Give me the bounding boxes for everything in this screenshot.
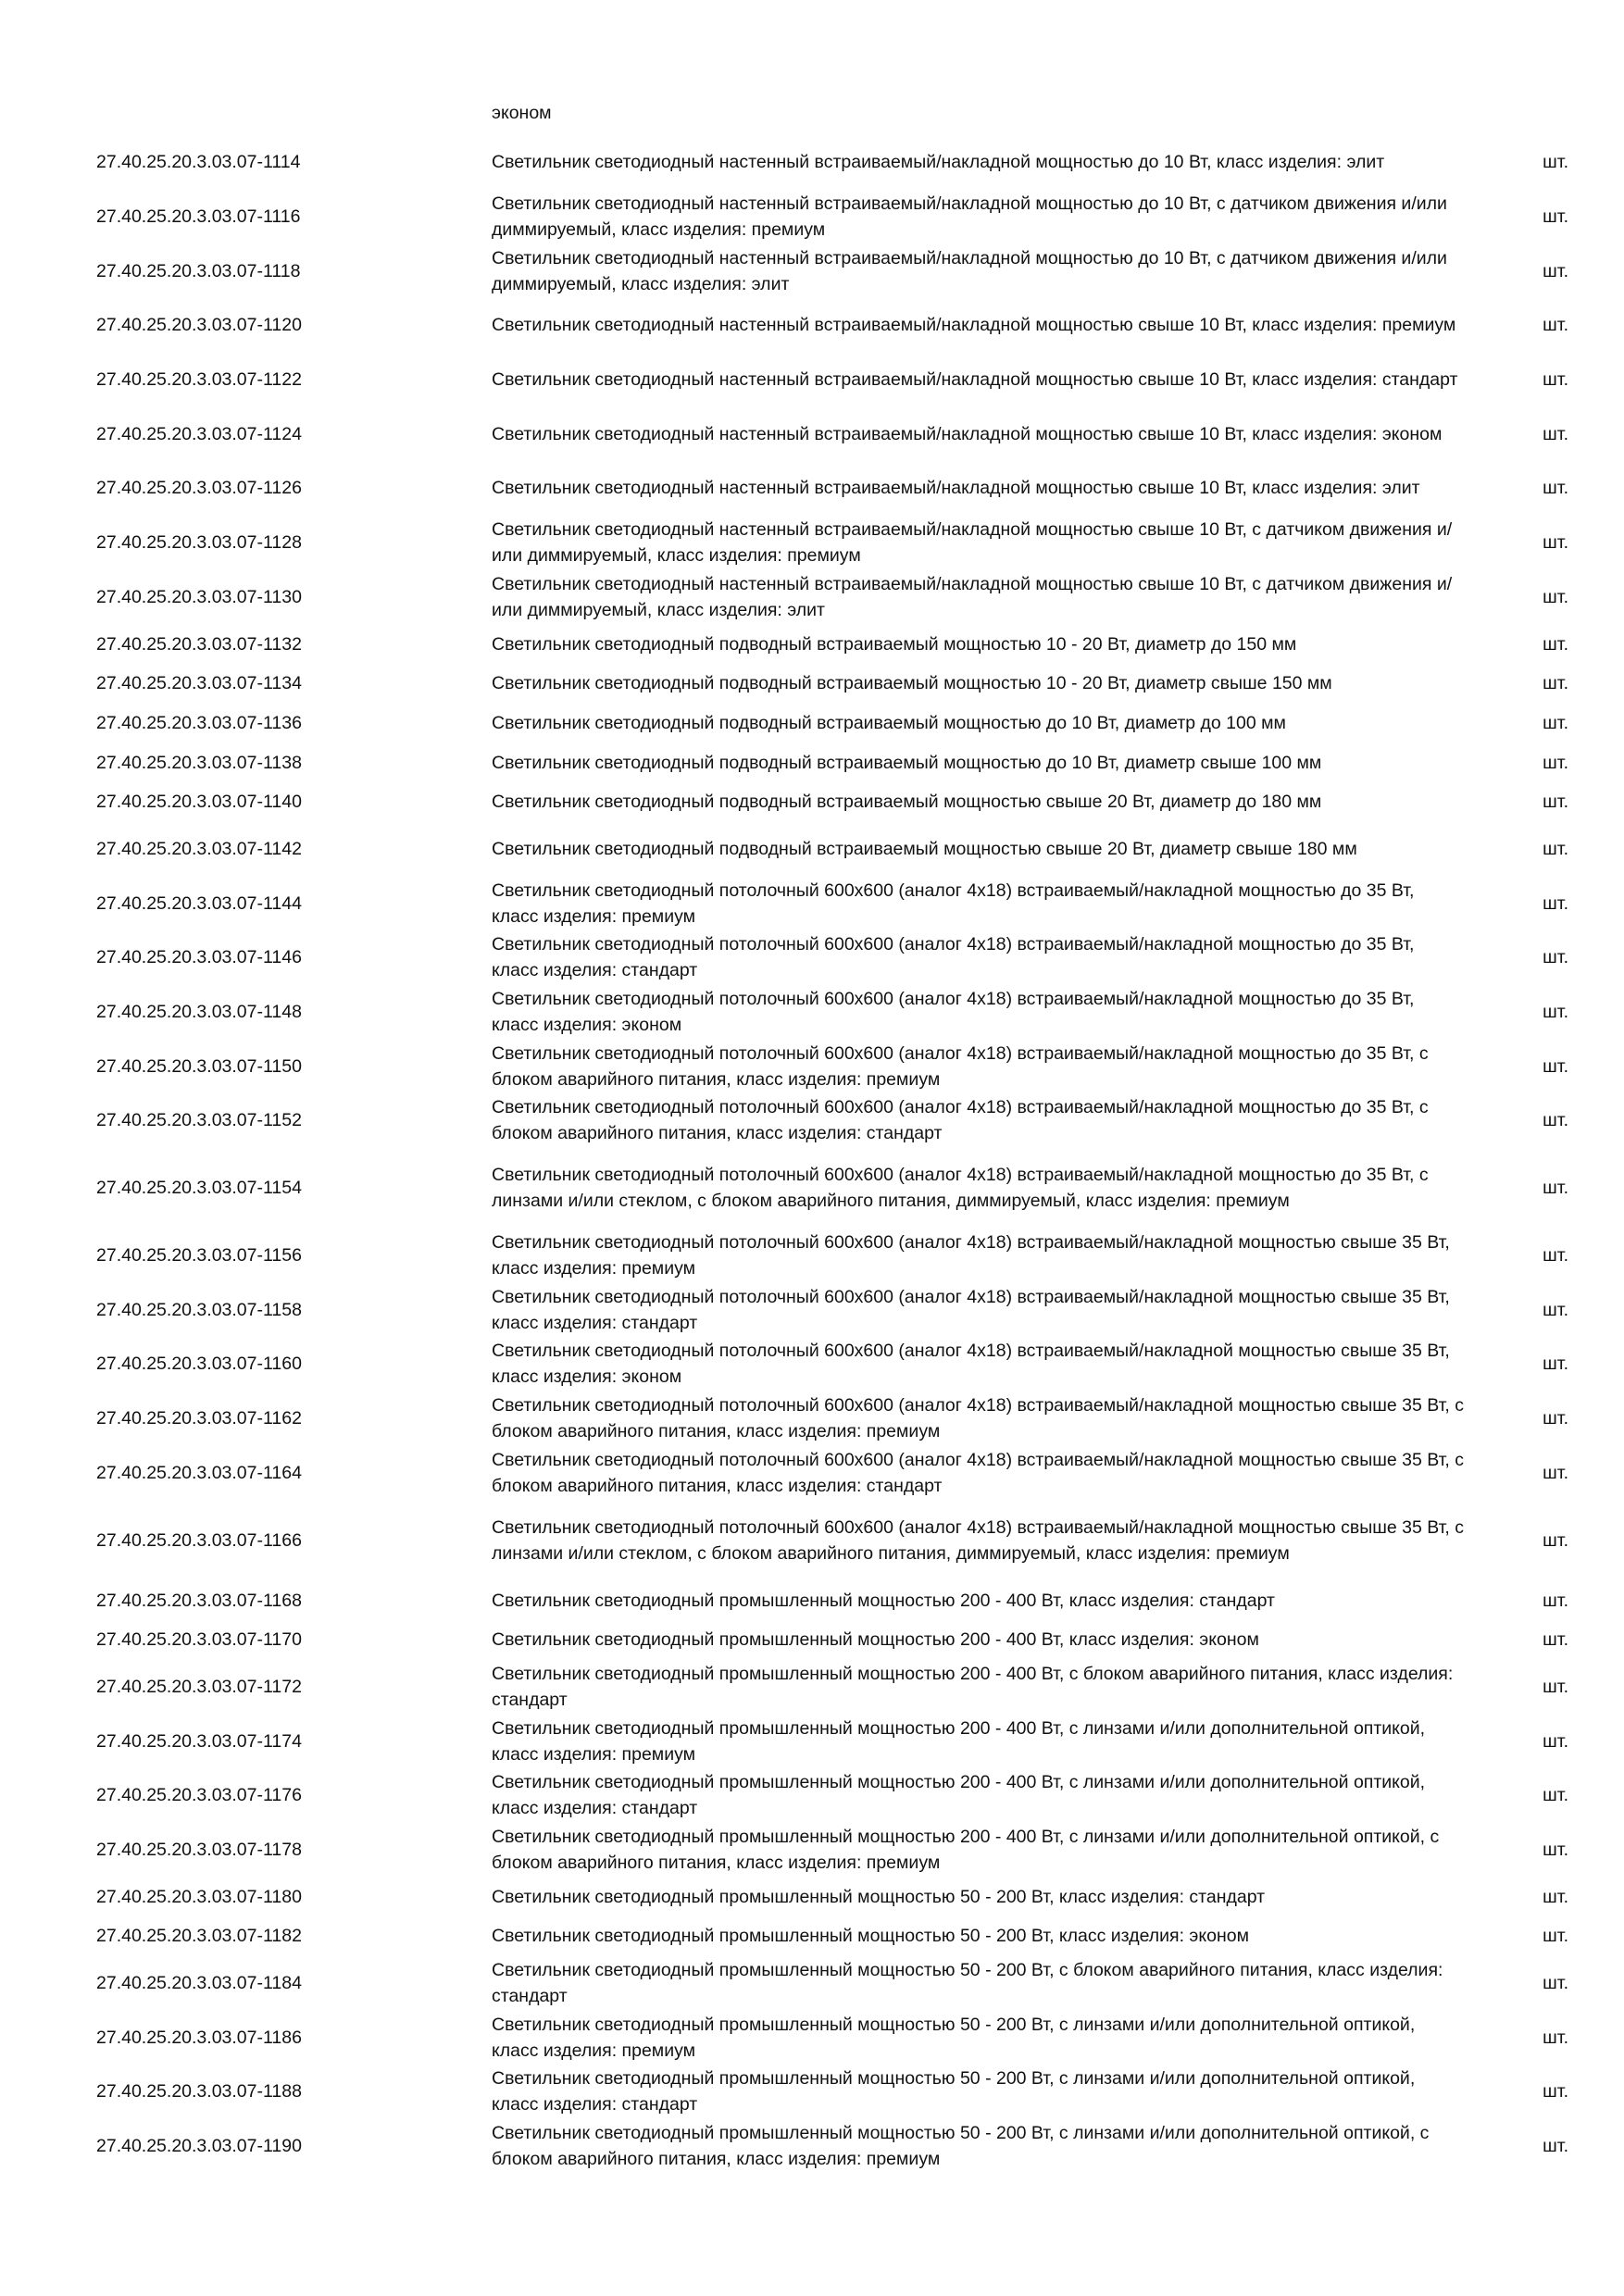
item-code: 27.40.25.20.3.03.07-1164	[96, 1462, 302, 1483]
item-description: Светильник светодиодный промышленный мощностью 200 - 400 Вт, класс изделия: эконом	[492, 1629, 1259, 1651]
table-row	[96, 1956, 1568, 2011]
item-code: 27.40.25.20.3.03.07-1122	[96, 369, 302, 391]
continued-description: эконом	[492, 103, 552, 123]
item-code: 27.40.25.20.3.03.07-1120	[96, 315, 302, 336]
item-description: Светильник светодиодный потолочный 600х600 (аналог 4х18) встраиваемый/накладной мощностью до 35 Вт, класс изделия: стандарт	[492, 934, 1415, 981]
table-row	[96, 782, 1568, 822]
item-description: Светильник светодиодный потолочный 600х600 (аналог 4х18) встраиваемый/накладной мощностью до 35 Вт, с линзами и/или стеклом, с блоком аварийного питания, диммируемый, класс изделия: премиум	[492, 1165, 1429, 1212]
item-description: Светильник светодиодный настенный встраиваемый/накладной мощностью свыше 10 Вт, класс изделия: стандарт	[492, 369, 1458, 391]
table-row	[96, 1500, 1568, 1580]
item-unit: шт.	[1543, 838, 1568, 859]
item-description: Светильник светодиодный промышленный мощностью 200 - 400 Вт, класс изделия: стандарт	[492, 1590, 1275, 1611]
table-row	[96, 742, 1568, 782]
item-unit: шт.	[1543, 673, 1568, 694]
item-description: Светильник светодиодный потолочный 600х600 (аналог 4х18) встраиваемый/накладной мощностью свыше 35 Вт, с блоком аварийного питания, класс изделия: стандарт	[492, 1449, 1465, 1496]
table-row	[96, 930, 1568, 985]
item-code: 27.40.25.20.3.03.07-1180	[96, 1886, 302, 1907]
table-row	[96, 1148, 1568, 1229]
table-row	[96, 2010, 1568, 2065]
item-unit: шт.	[1543, 1676, 1568, 1697]
item-code: 27.40.25.20.3.03.07-1144	[96, 892, 302, 914]
item-description: Светильник светодиодный потолочный 600х600 (аналог 4х18) встраиваемый/накладной мощностью до 35 Вт, с блоком аварийного питания, класс изделия: стандарт	[492, 1097, 1429, 1144]
item-unit: шт.	[1543, 315, 1568, 336]
table-row	[96, 1714, 1568, 1768]
price-list-table	[96, 135, 1568, 2173]
item-description: Светильник светодиодный потолочный 600х600 (аналог 4х18) встраиваемый/накладной мощностью до 35 Вт, с блоком аварийного питания, класс изделия: премиум	[492, 1042, 1429, 1090]
item-description: Светильник светодиодный потолочный 600х600 (аналог 4х18) встраиваемый/накладной мощностью свыше 35 Вт, класс изделия: стандарт	[492, 1286, 1450, 1333]
item-unit: шт.	[1543, 1730, 1568, 1752]
item-unit: шт.	[1543, 532, 1568, 554]
item-code: 27.40.25.20.3.03.07-1186	[96, 2027, 302, 2048]
item-unit: шт.	[1543, 586, 1568, 607]
item-unit: шт.	[1543, 1110, 1568, 1131]
item-description: Светильник светодиодный промышленный мощностью 50 - 200 Вт, с линзами и/или дополнительной оптикой, класс изделия: премиум	[492, 2014, 1416, 2061]
item-description: Светильник светодиодный потолочный 600х600 (аналог 4х18) встраиваемый/накладной мощностью до 35 Вт, класс изделия: эконом	[492, 989, 1415, 1036]
item-description: Светильник светодиодный настенный встраиваемый/накладной мощностью до 10 Вт, с датчиком движения и/или диммируемый, класс изделия: элит	[492, 247, 1447, 294]
item-unit: шт.	[1543, 1926, 1568, 1947]
item-description: Светильник светодиодный настенный встраиваемый/накладной мощностью свыше 10 Вт, класс изделия: эконом	[492, 423, 1443, 444]
item-code: 27.40.25.20.3.03.07-1158	[96, 1299, 302, 1320]
item-description: Светильник светодиодный настенный встраиваемый/накладной мощностью до 10 Вт, с датчиком движения и/или диммируемый, класс изделия: премиум	[492, 193, 1447, 241]
item-description: Светильник светодиодный промышленный мощностью 50 - 200 Вт, с линзами и/или дополнительной оптикой, с блоком аварийного питания, класс изделия: премиум	[492, 2123, 1430, 2170]
table-row	[96, 822, 1568, 877]
item-code: 27.40.25.20.3.03.07-1170	[96, 1629, 302, 1651]
item-code: 27.40.25.20.3.03.07-1116	[96, 206, 301, 228]
table-row	[96, 1916, 1568, 1956]
item-description: Светильник светодиодный подводный встраиваемый мощностью до 10 Вт, диаметр до 100 мм	[492, 712, 1286, 733]
item-unit: шт.	[1543, 1408, 1568, 1429]
item-description: Светильник светодиодный подводный встраиваемый мощностью свыше 20 Вт, диаметр свыше 180 мм	[492, 838, 1357, 859]
item-unit: шт.	[1543, 1055, 1568, 1077]
item-unit: шт.	[1543, 792, 1568, 813]
item-unit: шт.	[1543, 1886, 1568, 1907]
item-description: Светильник светодиодный промышленный мощностью 200 - 400 Вт, с линзами и/или дополнительной оптикой, класс изделия: стандарт	[492, 1772, 1426, 1819]
item-code: 27.40.25.20.3.03.07-1134	[96, 673, 302, 694]
table-row	[96, 1620, 1568, 1660]
item-code: 27.40.25.20.3.03.07-1190	[96, 2136, 302, 2157]
item-description: Светильник светодиодный настенный встраиваемый/накладной мощностью до 10 Вт, класс изделия: элит	[492, 152, 1385, 173]
item-unit: шт.	[1543, 423, 1568, 444]
table-row	[96, 406, 1568, 461]
item-description: Светильник светодиодный промышленный мощностью 200 - 400 Вт, с линзами и/или дополнительной оптикой, класс изделия: премиум	[492, 1717, 1426, 1765]
item-unit: шт.	[1543, 1245, 1568, 1267]
item-unit: шт.	[1543, 752, 1568, 773]
table-row	[96, 704, 1568, 743]
item-code: 27.40.25.20.3.03.07-1148	[96, 1002, 302, 1023]
table-row	[96, 1768, 1568, 1823]
item-code: 27.40.25.20.3.03.07-1156	[96, 1245, 302, 1267]
item-unit: шт.	[1543, 1629, 1568, 1651]
item-description: Светильник светодиодный подводный встраиваемый мощностью свыше 20 Вт, диаметр до 180 мм	[492, 792, 1322, 813]
item-unit: шт.	[1543, 1529, 1568, 1551]
item-unit: шт.	[1543, 1462, 1568, 1483]
item-code: 27.40.25.20.3.03.07-1182	[96, 1926, 302, 1947]
item-code: 27.40.25.20.3.03.07-1184	[96, 1973, 302, 1994]
item-unit: шт.	[1543, 260, 1568, 281]
item-code: 27.40.25.20.3.03.07-1118	[96, 260, 301, 281]
item-code: 27.40.25.20.3.03.07-1188	[96, 2081, 302, 2103]
table-row	[96, 243, 1568, 298]
table-row	[96, 1660, 1568, 1715]
item-code: 27.40.25.20.3.03.07-1130	[96, 586, 302, 607]
item-description: Светильник светодиодный настенный встраиваемый/накладной мощностью свыше 10 Вт, класс изделия: элит	[492, 478, 1420, 499]
item-unit: шт.	[1543, 1973, 1568, 1994]
item-unit: шт.	[1543, 947, 1568, 968]
table-row	[96, 2119, 1568, 2174]
item-code: 27.40.25.20.3.03.07-1174	[96, 1730, 302, 1752]
item-description: Светильник светодиодный промышленный мощностью 50 - 200 Вт, класс изделия: эконом	[492, 1926, 1250, 1947]
item-code: 27.40.25.20.3.03.07-1172	[96, 1676, 302, 1697]
item-description: Светильник светодиодный настенный встраиваемый/накладной мощностью свыше 10 Вт, с датчиком движения и/или диммируемый, класс изделия: элит	[492, 573, 1453, 620]
item-code: 27.40.25.20.3.03.07-1136	[96, 712, 302, 733]
item-description: Светильник светодиодный промышленный мощностью 50 - 200 Вт, с линзами и/или дополнительной оптикой, класс изделия: стандарт	[492, 2068, 1416, 2115]
table-row	[96, 1093, 1568, 1148]
item-description: Светильник светодиодный настенный встраиваемый/накладной мощностью свыше 10 Вт, с датчиком движения и/или диммируемый, класс изделия: премиум	[492, 519, 1453, 567]
table-row	[96, 135, 1568, 190]
item-code: 27.40.25.20.3.03.07-1126	[96, 478, 302, 499]
table-row	[96, 1229, 1568, 1283]
table-row	[96, 985, 1568, 1040]
item-unit: шт.	[1543, 1299, 1568, 1320]
item-unit: шт.	[1543, 1002, 1568, 1023]
table-row	[96, 2065, 1568, 2119]
item-unit: шт.	[1543, 206, 1568, 228]
item-unit: шт.	[1543, 2027, 1568, 2048]
table-row	[96, 1337, 1568, 1391]
table-row	[96, 664, 1568, 704]
item-code: 27.40.25.20.3.03.07-1140	[96, 792, 302, 813]
item-code: 27.40.25.20.3.03.07-1166	[96, 1529, 302, 1551]
item-description: Светильник светодиодный потолочный 600х600 (аналог 4х18) встраиваемый/накладной мощностью свыше 35 Вт, класс изделия: премиум	[492, 1232, 1450, 1279]
table-row	[96, 876, 1568, 930]
item-description: Светильник светодиодный потолочный 600х600 (аналог 4х18) встраиваемый/накладной мощностью свыше 35 Вт, с блоком аварийного питания, класс изделия: премиум	[492, 1395, 1465, 1442]
item-code: 27.40.25.20.3.03.07-1154	[96, 1178, 302, 1199]
item-description: Светильник светодиодный промышленный мощностью 50 - 200 Вт, класс изделия: стандарт	[492, 1886, 1266, 1907]
item-code: 27.40.25.20.3.03.07-1160	[96, 1354, 302, 1375]
item-unit: шт.	[1543, 1590, 1568, 1611]
item-description: Светильник светодиодный настенный встраиваемый/накладной мощностью свыше 10 Вт, класс изделия: премиум	[492, 315, 1456, 336]
item-description: Светильник светодиодный потолочный 600х600 (аналог 4х18) встраиваемый/накладной мощностью свыше 35 Вт, класс изделия: эконом	[492, 1341, 1450, 1388]
item-code: 27.40.25.20.3.03.07-1150	[96, 1055, 302, 1077]
item-code: 27.40.25.20.3.03.07-1114	[96, 152, 301, 173]
item-code: 27.40.25.20.3.03.07-1176	[96, 1785, 302, 1806]
table-row	[96, 1391, 1568, 1446]
item-code: 27.40.25.20.3.03.07-1138	[96, 752, 302, 773]
item-description: Светильник светодиодный подводный встраиваемый мощностью 10 - 20 Вт, диаметр до 150 мм	[492, 633, 1297, 655]
item-unit: шт.	[1543, 1178, 1568, 1199]
item-code: 27.40.25.20.3.03.07-1168	[96, 1590, 302, 1611]
table-row	[96, 461, 1568, 516]
table-row	[96, 1877, 1568, 1916]
item-code: 27.40.25.20.3.03.07-1146	[96, 947, 302, 968]
item-description: Светильник светодиодный потолочный 600х600 (аналог 4х18) встраиваемый/накладной мощностью до 35 Вт, класс изделия: премиум	[492, 880, 1415, 927]
table-row	[96, 624, 1568, 664]
item-code: 27.40.25.20.3.03.07-1124	[96, 423, 302, 444]
table-row	[96, 1039, 1568, 1093]
item-code: 27.40.25.20.3.03.07-1178	[96, 1839, 302, 1860]
item-description: Светильник светодиодный потолочный 600х600 (аналог 4х18) встраиваемый/накладной мощностью свыше 35 Вт, с линзами и/или стеклом, с блоком аварийного питания, диммируемый, класс изделия: премиум	[492, 1516, 1465, 1564]
table-row	[96, 353, 1568, 407]
item-code: 27.40.25.20.3.03.07-1152	[96, 1110, 302, 1131]
table-row	[96, 298, 1568, 353]
table-row	[96, 1282, 1568, 1337]
item-unit: шт.	[1543, 152, 1568, 173]
item-unit: шт.	[1543, 712, 1568, 733]
table-row	[96, 516, 1568, 570]
item-code: 27.40.25.20.3.03.07-1162	[96, 1408, 302, 1429]
item-description: Светильник светодиодный подводный встраиваемый мощностью 10 - 20 Вт, диаметр свыше 150 мм	[492, 673, 1332, 694]
item-unit: шт.	[1543, 1839, 1568, 1860]
table-row	[96, 570, 1568, 625]
item-description: Светильник светодиодный промышленный мощностью 200 - 400 Вт, с блоком аварийного питания, класс изделия: стандарт	[492, 1663, 1454, 1710]
table-row	[96, 1446, 1568, 1501]
table-row	[96, 190, 1568, 244]
table-row	[96, 1580, 1568, 1620]
item-description: Светильник светодиодный подводный встраиваемый мощностью до 10 Вт, диаметр свыше 100 мм	[492, 752, 1322, 773]
item-unit: шт.	[1543, 478, 1568, 499]
item-unit: шт.	[1543, 2081, 1568, 2103]
item-description: Светильник светодиодный промышленный мощностью 50 - 200 Вт, с блоком аварийного питания, класс изделия: стандарт	[492, 1960, 1443, 2007]
item-code: 27.40.25.20.3.03.07-1132	[96, 633, 302, 655]
item-unit: шт.	[1543, 633, 1568, 655]
item-description: Светильник светодиодный промышленный мощностью 200 - 400 Вт, с линзами и/или дополнительной оптикой, с блоком аварийного питания, класс изделия: премиум	[492, 1826, 1440, 1873]
item-unit: шт.	[1543, 1785, 1568, 1806]
item-unit: шт.	[1543, 369, 1568, 391]
table-row	[96, 1823, 1568, 1878]
item-code: 27.40.25.20.3.03.07-1128	[96, 532, 302, 554]
item-code: 27.40.25.20.3.03.07-1142	[96, 838, 302, 859]
item-unit: шт.	[1543, 892, 1568, 914]
item-unit: шт.	[1543, 1354, 1568, 1375]
item-unit: шт.	[1543, 2136, 1568, 2157]
